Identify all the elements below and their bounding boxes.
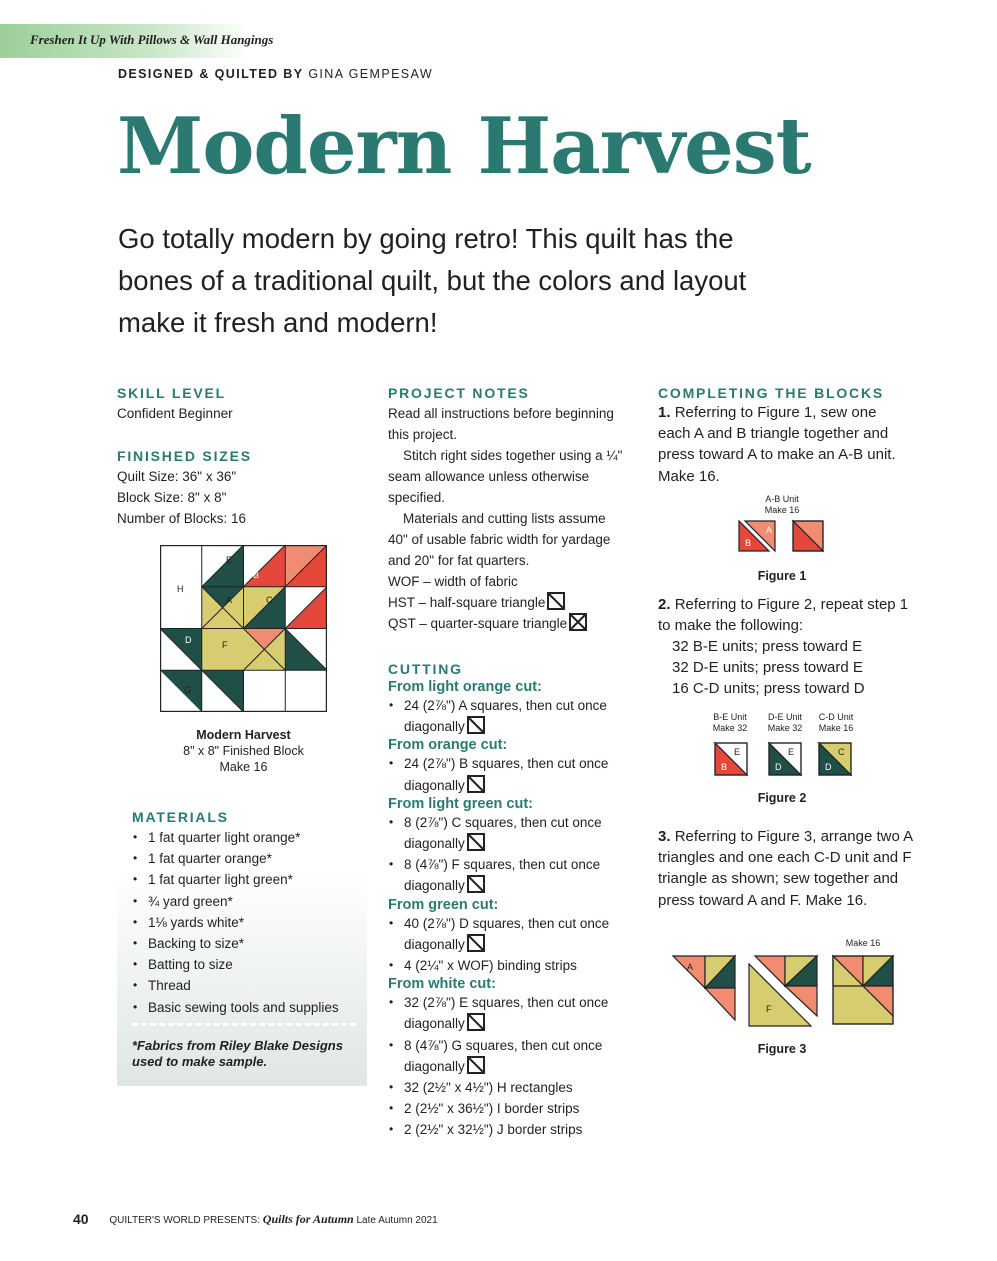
- fig3-make-label: Make 16: [845, 938, 881, 948]
- note-1: Read all instructions before beginning this project.: [388, 406, 614, 442]
- list-item: • 24 (2⅞") A squares, then cut once diagonally: [388, 695, 628, 737]
- block-size: Block Size: 8" x 8": [117, 490, 227, 505]
- project-notes-heading: PROJECT NOTES: [388, 385, 530, 401]
- cut-light-orange-list: [388, 695, 628, 737]
- label-G: G: [184, 685, 192, 695]
- cut-light-green-title: From light green cut:: [388, 795, 533, 812]
- hst-icon: [467, 716, 485, 734]
- hst-icon: [467, 934, 485, 952]
- list-item: • 8 (4⅞") G squares, then cut once diagonally: [388, 1035, 628, 1077]
- list-item: • 2 (2½" x 32½") J border strips: [388, 1119, 628, 1140]
- list-item: • Thread: [132, 975, 362, 996]
- note-3: Materials and cutting lists assume 40" of usable fabric width for yardage and 20" for fat quarters.: [388, 511, 611, 568]
- label-B: B: [253, 570, 260, 580]
- list-item: • 1 fat quarter orange*: [132, 848, 362, 869]
- cutting-heading: CUTTING: [388, 661, 463, 677]
- fig2-label-e1: E: [734, 747, 741, 757]
- block-caption: [160, 727, 327, 775]
- byline: [118, 67, 433, 81]
- fig2-label-b: B: [721, 762, 728, 772]
- list-item: • Batting to size: [132, 954, 362, 975]
- fig1-label-a: A: [766, 525, 773, 535]
- block-count: Number of Blocks: 16: [117, 511, 247, 526]
- byline-label: DESIGNED & QUILTED BY: [118, 67, 304, 81]
- step-1: 1. Referring to Figure 1, sew one each A and B triangle together and press toward A to make an A-B unit. Make 16.: [658, 404, 896, 485]
- list-item: • Backing to size*: [132, 933, 362, 954]
- cut-orange-list: [388, 753, 628, 795]
- fig2-cd-label: C-D Unit Make 16: [818, 712, 854, 733]
- list-item: 32 D-E units; press toward E: [672, 659, 863, 677]
- list-item: • 8 (2⅞") C squares, then cut once diagonally: [388, 812, 628, 854]
- note-qst: QST – quarter-square triangle: [388, 616, 568, 631]
- fig3-label-a: A: [687, 962, 694, 972]
- hst-icon: [467, 833, 485, 851]
- label-F: F: [222, 640, 228, 650]
- figure-2-caption: Figure 2: [757, 791, 807, 805]
- page-footer: [73, 1211, 438, 1227]
- note-2: Stitch right sides together using a ¼" seam allowance unless otherwise specified.: [388, 448, 623, 505]
- designer-name: GINA GEMPESAW: [308, 67, 434, 81]
- sizes-list: [117, 466, 246, 529]
- list-item: • 1 fat quarter light green*: [132, 869, 362, 890]
- list-item: • ¾ yard green*: [132, 891, 362, 912]
- cut-light-green-list: [388, 812, 628, 897]
- list-item: • Basic sewing tools and supplies: [132, 997, 362, 1018]
- issue: Late Autumn 2021: [356, 1215, 438, 1226]
- label-A: A: [226, 595, 233, 605]
- cut-orange-title: From orange cut:: [388, 737, 508, 754]
- step-2: 2. Referring to Figure 2, repeat step 1 to make the following:: [658, 596, 909, 635]
- quilt-size: Quilt Size: 36" x 36": [117, 469, 237, 484]
- step-2-list: [672, 636, 865, 700]
- list-item: • 1 fat quarter light orange*: [132, 827, 362, 848]
- label-H: H: [177, 584, 184, 594]
- completing-heading: COMPLETING THE BLOCKS: [658, 385, 885, 401]
- project-notes: [388, 403, 626, 634]
- fig1-unit-label: A-B Unit Make 16: [764, 494, 800, 515]
- note-hst: HST – half-square triangle: [388, 595, 546, 610]
- cut-green-title: From green cut:: [388, 896, 499, 913]
- cut-light-orange-title: From light orange cut:: [388, 679, 542, 695]
- list-item: • 4 (2¼" x WOF) binding strips: [388, 955, 628, 976]
- label-D: D: [185, 635, 192, 645]
- step-3: 3. Referring to Figure 3, arrange two A triangles and one each C-D unit and F triangle as shown; sew together and press toward A and F. Make 16.: [658, 828, 913, 909]
- materials-list: [132, 827, 362, 1018]
- cut-green-list: [388, 913, 628, 977]
- label-C: C: [266, 595, 273, 605]
- list-item: • 40 (2⅞") D squares, then cut once diagonally: [388, 913, 628, 955]
- fig2-be-label: B-E Unit Make 32: [712, 712, 748, 733]
- fabric-note: *Fabrics from Riley Blake Designs used to make sample.: [132, 1038, 343, 1069]
- fig2-label-e2: E: [788, 747, 795, 757]
- fig2-label-d1: D: [775, 762, 782, 772]
- list-item: • 2 (2½" x 36½") I border strips: [388, 1098, 628, 1119]
- figure-3-caption: Figure 3: [757, 1042, 807, 1056]
- block-diagram: [160, 545, 327, 712]
- block-caption-make: Make 16: [219, 760, 268, 774]
- block-caption-title: Modern Harvest: [196, 728, 291, 742]
- list-item: 16 C-D units; press toward D: [672, 680, 865, 698]
- fig2-label-d2: D: [825, 762, 832, 772]
- sizes-heading: FINISHED SIZES: [117, 448, 252, 464]
- block-caption-size: 8" x 8" Finished Block: [183, 744, 304, 758]
- label-E: E: [226, 555, 233, 565]
- hst-icon: [467, 875, 485, 893]
- list-item: 32 B-E units; press toward E: [672, 638, 863, 655]
- fig2-label-c: C: [838, 747, 845, 757]
- hst-icon: [467, 775, 485, 793]
- cutting-list: [388, 679, 628, 1141]
- intro-text: Go totally modern by going retro! This quilt has the bones of a traditional quilt, but the colors and layout make it fresh and modern!: [118, 223, 747, 338]
- cut-white-list: [388, 992, 628, 1140]
- magazine-title: Quilts for Autumn: [262, 1212, 354, 1226]
- skill-value: Confident Beginner: [117, 406, 233, 421]
- section-tab: Freshen It Up With Pillows & Wall Hangings: [30, 32, 274, 47]
- list-item: • 32 (2⅞") E squares, then cut once diagonally: [388, 992, 628, 1034]
- fig2-de-label: D-E Unit Make 32: [767, 712, 803, 733]
- materials-heading: MATERIALS: [132, 809, 229, 825]
- hst-icon: [467, 1056, 485, 1074]
- cut-white-title: From white cut:: [388, 976, 496, 993]
- divider: [132, 1023, 356, 1026]
- figure-1-caption: Figure 1: [757, 569, 807, 583]
- figure-3-diagram: [669, 952, 897, 1028]
- list-item: • 8 (4⅞") F squares, then cut once diagonally: [388, 854, 628, 896]
- list-item: • 24 (2⅞") B squares, then cut once diagonally: [388, 753, 628, 795]
- publisher: QUILTER'S WORLD PRESENTS:: [109, 1215, 260, 1226]
- skill-heading: SKILL LEVEL: [117, 385, 226, 401]
- list-item: • 32 (2½" x 4½") H rectangles: [388, 1077, 628, 1098]
- fig3-label-f: F: [766, 1004, 772, 1014]
- fig1-label-b: B: [745, 538, 752, 548]
- list-item: • 1⅛ yards white*: [132, 912, 362, 933]
- figure-1-diagram: [737, 519, 827, 553]
- hst-icon: [547, 592, 565, 610]
- note-wof: WOF – width of fabric: [388, 574, 518, 589]
- page-number: 40: [73, 1211, 89, 1227]
- figure-2-diagram: [713, 741, 855, 777]
- page-title: Modern Harvest: [117, 101, 811, 192]
- hst-icon: [467, 1013, 485, 1031]
- qst-icon: [569, 613, 587, 631]
